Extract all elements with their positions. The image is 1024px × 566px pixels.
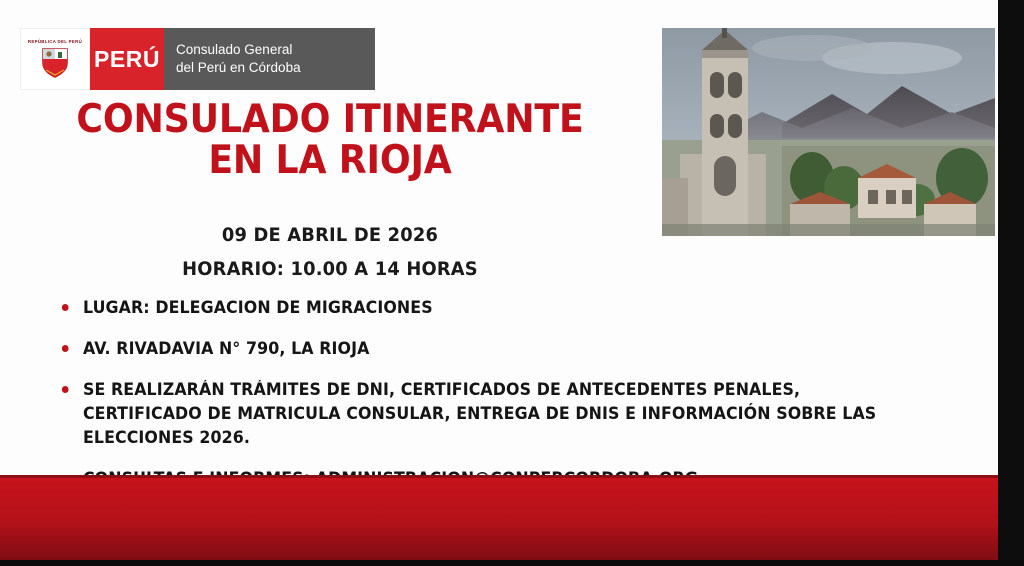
list-item: AV. RIVADAVIA N° 790, LA RIOJA xyxy=(58,337,903,361)
consulate-line-1: Consulado General xyxy=(176,41,293,57)
consulate-line-2: del Perú en Córdoba xyxy=(176,60,301,75)
event-schedule: HORARIO: 10.00 A 14 HORAS xyxy=(182,258,478,280)
consulate-name xyxy=(164,28,375,90)
shield-icon xyxy=(40,46,70,78)
location-photo xyxy=(662,28,995,236)
event-date: 09 DE ABRIL DE 2026 xyxy=(221,224,439,246)
list-item: LUGAR: DELEGACION DE MIGRACIONES xyxy=(58,296,903,320)
peru-label: PERÚ xyxy=(90,28,164,90)
peru-coat-of-arms xyxy=(20,28,90,90)
poster-title: CONSULADO ITINERANTE EN LA RIOJA xyxy=(76,97,584,183)
footer-band xyxy=(0,475,998,560)
list-item: SE REALIZARÁN TRÁMITES DE DNI, CERTIFICADOS DE ANTECEDENTES PENALES, CERTIFICADO DE MATRICULA CONSULAR, ENTREGA DE DNIS E INFORMACIÓN SOBRE LAS ELECCIONES 2026. xyxy=(58,378,903,450)
brand-header xyxy=(20,28,375,90)
bottom-edge-strip xyxy=(0,560,1024,566)
right-edge-strip xyxy=(998,0,1024,566)
coat-caption: REPÚBLICA DEL PERÚ xyxy=(27,39,83,45)
